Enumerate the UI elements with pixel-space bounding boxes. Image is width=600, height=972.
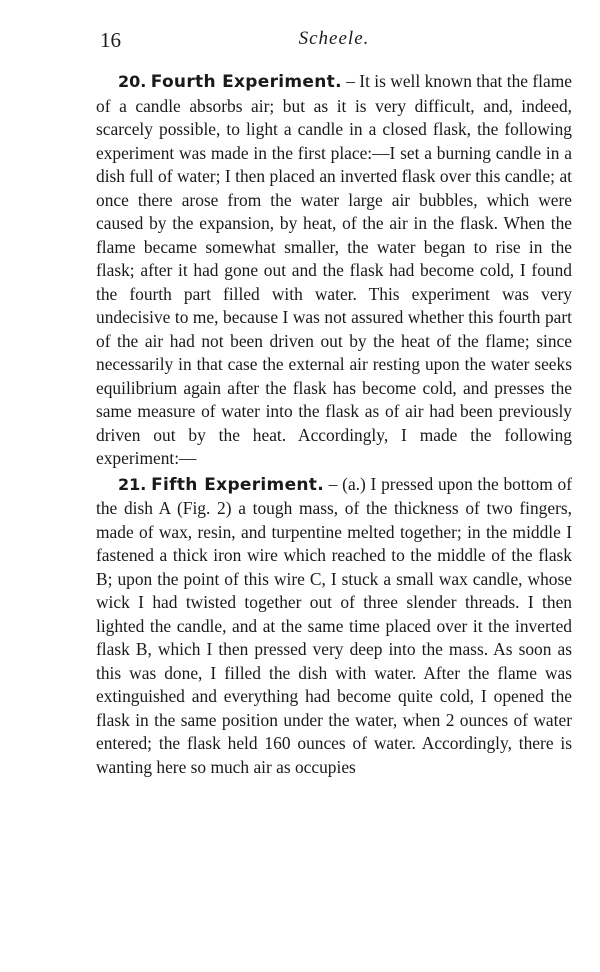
paragraph-fifth-experiment bbox=[96, 473, 572, 780]
section-heading: Fourth Experiment. bbox=[150, 72, 342, 92]
page-number: 16 bbox=[100, 28, 121, 52]
paragraph-text: – It is well known that the flame of a candle absorbs air; but as it is very difficult, and, indeed, scarcely possible, to light a candle in a closed flask, the following experiment was made in the first place:—I set a burning candle in a dish full of water; I then placed an inverted flask over this candle; at once there arose from the water large air bubbles, which were caused by the expansion, by heat, of the air in the flask. When the flame became somewhat smaller, the water began to rise in the flask; after it had gone out and the flask had become cold, I found the fourth part filled with water. This experiment was very undecisive to me, because I was not assured whether this fourth part of the air had not been driven out by the heat of the flame; since necessarily in that case the external air resting upon the water seeks equilibrium again after the flask has become cold, and presses the same measure of water into the flask as of air had been previously driven out by the heat. Accordingly, I made the following experiment:— bbox=[96, 71, 572, 468]
running-head bbox=[96, 28, 572, 56]
section-heading: Fifth Experiment. bbox=[151, 474, 324, 495]
paragraph-number: 20. bbox=[118, 72, 147, 91]
paragraph-number: 21. bbox=[118, 474, 147, 494]
running-title: Scheele. bbox=[298, 28, 370, 49]
paragraph-fourth-experiment bbox=[96, 70, 572, 471]
book-page bbox=[96, 28, 572, 779]
paragraph-text: – (a.) I pressed upon the bottom of the dish A (Fig. 2) a tough mass, of the thickness of two fingers, made of wax, resin, and turpentine melted together; in the middle I fastened a thick iron wire which reached to the middle of the flask B; upon the point of this wire C, I stuck a small wax candle, whose wick I had twisted together out of three slender threads. I then lighted the candle, and at the same time placed over it the inverted flask B, which I then pressed very deep into the mass. As soon as this was done, I filled the dish with water. After the flame was extinguished and everything had become quite cold, I opened the flask in the same position under the water, when 2 ounces of water entered; the flask held 160 ounces of water. Accordingly, there is wanting here so much air as occupies bbox=[96, 473, 572, 777]
